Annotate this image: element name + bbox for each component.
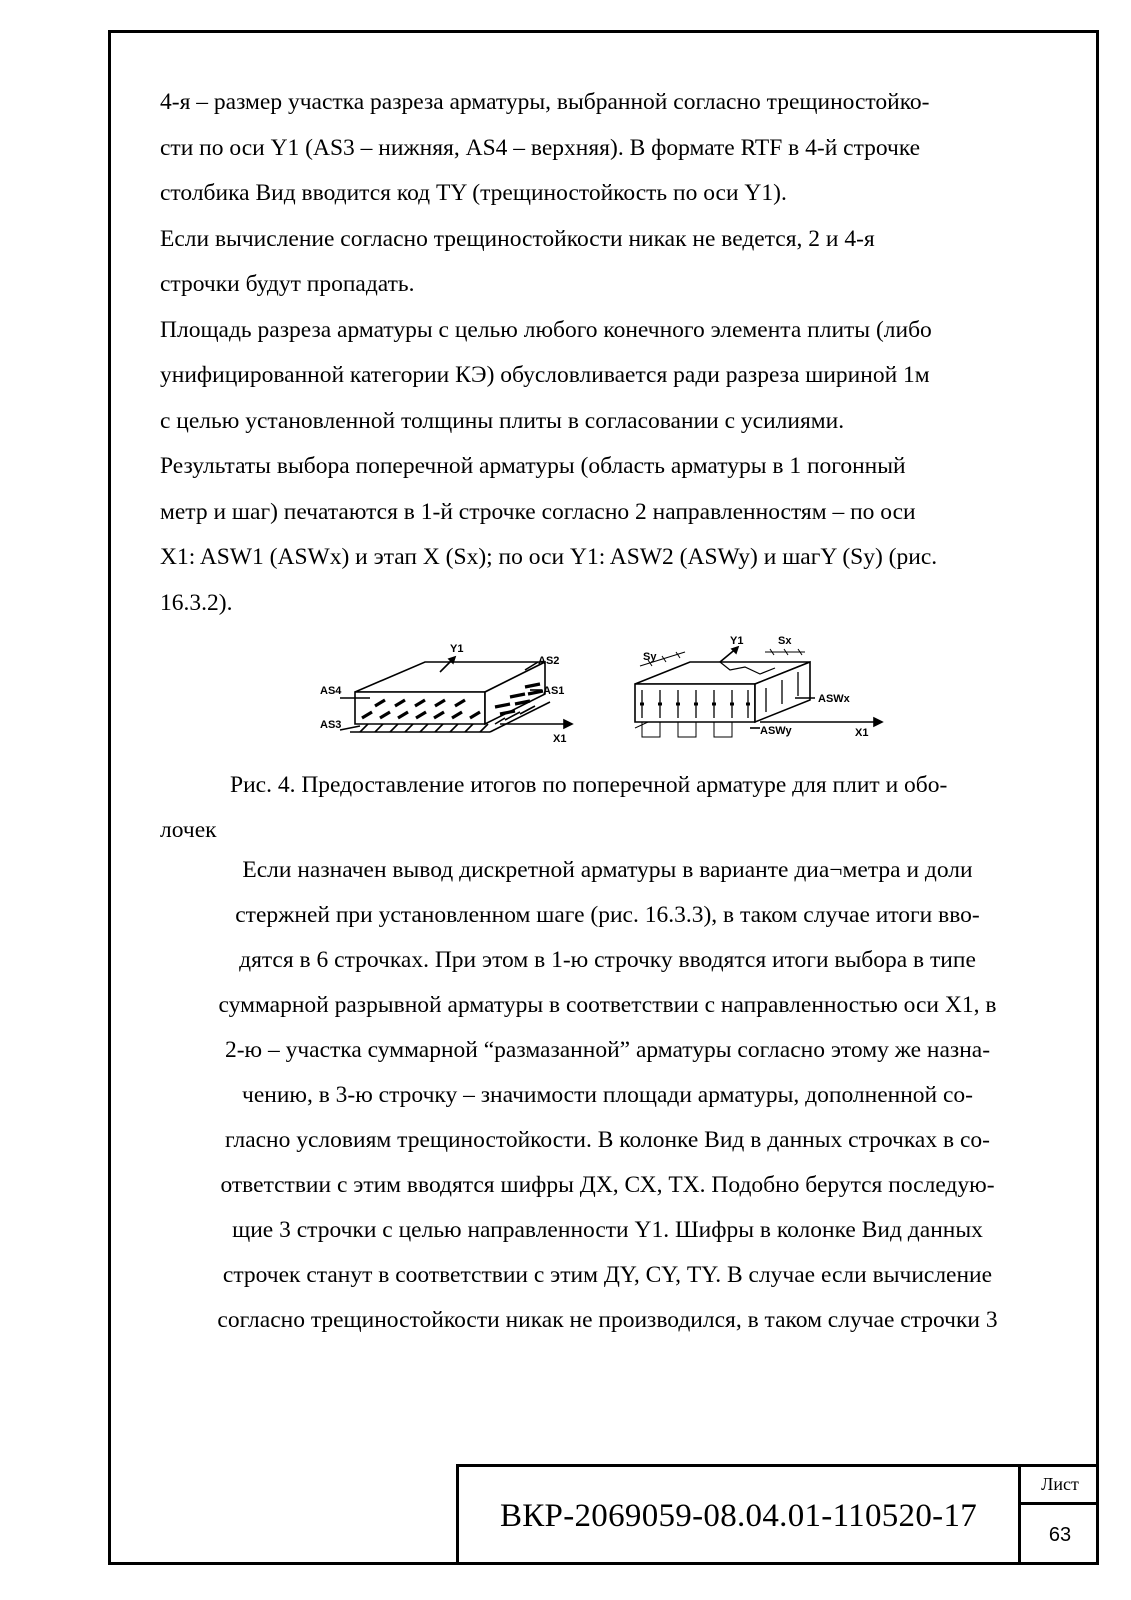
text-line: 2-ю – участка суммарной “размазанной” арматуры согласно этому же назна- — [224, 1037, 991, 1063]
text-line: строчек станут в соответствии с этим ДY, СY, ТY. В случае если вычисление — [222, 1262, 993, 1288]
text-line: чению, в 3-ю строчку – значимости площади арматуры, дополненной со- — [242, 1082, 973, 1108]
text-line: X1: ASW1 (ASWx) и этап X (Sx); по оси Y1: ASW2 (ASWy) и шагY (Sy) (рис. — [160, 544, 938, 570]
text-line: с целью установленной толщины плиты в согласовании с усилиями. — [160, 407, 845, 434]
fig-label-y1-right: Y1 — [730, 635, 744, 647]
fig-label-as1: AS1 — [543, 685, 565, 697]
text-line: метр и шаг) печатаются в 1-й строчке согласно 2 направленностям – по оси — [160, 498, 916, 525]
text-line: унифицированной категории КЭ) обусловливается ради разреза шириной 1м — [160, 362, 930, 388]
fig-label-x1-right: X1 — [855, 727, 869, 739]
fig-label-y1-left: Y1 — [450, 643, 464, 655]
sheet-number: 63 — [1048, 1523, 1072, 1546]
text-line: 16.3.2). — [160, 589, 233, 616]
title-block-stamp — [456, 1464, 1099, 1565]
fig-label-x1-left: X1 — [553, 733, 567, 745]
text-line: стержней при установленном шаге (рис. 16.3.3), в таком случае итоги вво- — [235, 902, 980, 928]
text-line: гласно условиям трещиностойкости. В колонке Вид в данных строчках в со- — [225, 1127, 990, 1153]
text-line: согласно трещиностойкости никак не производился, в таком случае строчки 3 — [217, 1307, 998, 1333]
fig-label-as2: AS2 — [538, 655, 560, 667]
text-line: столбика Вид вводится код TY (трещиностойкость по оси Y1). — [160, 180, 787, 206]
text-line: Если вычисление согласно трещиностойкости никак не ведется, 2 и 4-я — [160, 225, 875, 252]
text-line: дятся в 6 строчках. При этом в 1-ю строчку вводятся итоги выбора в типе — [239, 947, 976, 973]
reinforcement-figure — [300, 632, 920, 757]
text-line: Площадь разреза арматуры с целью любого конечного элемента плиты (либо — [160, 316, 932, 343]
text-line: строчки будут пропадать. — [160, 271, 415, 297]
text-line: 4-я – размер участка разреза арматуры, выбранной согласно трещиностойко- — [160, 89, 930, 115]
text-line: Результаты выбора поперечной арматуры (область арматуры в 1 погонный — [160, 453, 906, 479]
text-line: суммарной разрывной арматуры в соответствии с направленностью оси X1, в — [218, 992, 997, 1018]
paragraph-block-2 — [160, 848, 1055, 1343]
text-line: сти по оси Y1 (AS3 – нижняя, AS4 – верхняя). В формате RTF в 4-й строчке — [160, 134, 921, 161]
figure-caption — [160, 763, 1055, 853]
caption-line: лочек — [160, 817, 217, 843]
fig-label-as4: AS4 — [320, 685, 342, 697]
fig-label-sy: Sy — [643, 651, 657, 663]
left-slab-diagram — [340, 657, 572, 732]
sheet-cell — [1018, 1467, 1099, 1565]
fig-label-aswx: ASWx — [818, 693, 850, 705]
fig-label-aswy: ASWy — [760, 725, 792, 737]
text-line: ответствии с этим вводятся шифры ДХ, СХ, ТХ. Подобно берутся последую- — [220, 1172, 995, 1198]
fig-label-as3: AS3 — [320, 719, 342, 731]
document-code: ВКР-2069059-08.04.01-110520-17 — [499, 1497, 978, 1534]
paragraph-block-1 — [160, 80, 1055, 626]
fig-label-sx: Sx — [778, 635, 792, 647]
figure-drawing — [300, 632, 920, 757]
sheet-label: Лист — [1021, 1467, 1099, 1505]
text-line: Если назначен вывод дискретной арматуры в варианте диа¬метра и доли — [242, 857, 973, 883]
right-slab-diagram — [635, 647, 882, 737]
text-line: щие 3 строчки с целью направленности Y1. Шифры в колонке Вид данных — [232, 1217, 983, 1243]
caption-line: Рис. 4. Предоставление итогов по поперечной арматуре для плит и обо- — [230, 772, 948, 798]
